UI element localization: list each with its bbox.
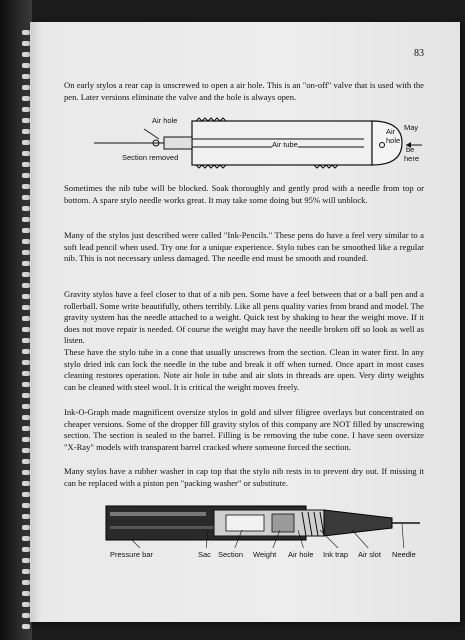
binding-ring — [22, 437, 30, 442]
binding-ring — [22, 140, 30, 145]
binding-ring — [22, 415, 30, 420]
binding-ring — [22, 349, 30, 354]
cap-air-label: Air — [386, 127, 396, 136]
binding-ring — [22, 184, 30, 189]
binding-ring — [22, 492, 30, 497]
binding-ring — [22, 481, 30, 486]
binding-ring — [22, 547, 30, 552]
paragraph-3: Many of the stylos just described were called "Ink-Pencils." These pens do have a feel very similar to a soft lead pencil when used. Try one for a unique experience. Stylo tubes can be smoothed like a regular nib. This is not necessary unless damaged. The needle end must be smooth and rounded. — [64, 230, 424, 263]
binding-ring — [22, 74, 30, 79]
here-label: here — [404, 154, 420, 163]
binding-ring — [22, 151, 30, 156]
binding-ring — [22, 52, 30, 57]
binding-ring — [22, 371, 30, 376]
binding-ring — [22, 272, 30, 277]
binding-ring — [22, 118, 30, 123]
paragraph-2: Sometimes the nib tube will be blocked. Soak thoroughly and gently prod with a needle from top or bottom. A spare stylo needle works great. It may take some doing but 95% will unblock. — [64, 183, 424, 205]
binding-ring — [22, 107, 30, 112]
cutaway-drawing — [102, 500, 427, 548]
binding-ring — [22, 360, 30, 365]
binding-ring — [22, 470, 30, 475]
binding-ring — [22, 393, 30, 398]
binding-ring — [22, 85, 30, 90]
binding-ring — [22, 602, 30, 607]
air-slot-label: Air slot — [358, 550, 381, 559]
binding-ring — [22, 327, 30, 332]
binding-ring — [22, 96, 30, 101]
binding-ring — [22, 338, 30, 343]
binding-ring — [22, 580, 30, 585]
weight-label: Weight — [253, 550, 277, 559]
section-label: Section — [218, 550, 244, 559]
binding-ring — [22, 569, 30, 574]
pressure-bar-label: Pressure bar — [110, 550, 153, 559]
binding-ring — [22, 129, 30, 134]
binding-ring — [22, 558, 30, 563]
cap-hole-label: hole — [386, 136, 401, 145]
binding-ring — [22, 404, 30, 409]
binding-ring — [22, 525, 30, 530]
paragraph-7: Many stylos have a rubber washer in cap top that the stylo nib rests in to prevent dry out. If missing it can be replaced with a piston pen "packing washer" or substitute. — [64, 466, 424, 488]
binding-ring — [22, 195, 30, 200]
binding-ring — [22, 261, 30, 266]
gravity-stylo-cutaway — [102, 500, 427, 560]
binding-ring — [22, 294, 30, 299]
paragraph-6: Ink-O-Graph made magnificent oversize stylos in gold and silver filigree overlays but concentrated on cheaper versions. Some of the dropper fill gravity stylos of this company are NOT filled by unscrewing section. The section is sealed to the barrel. Filling is be removing the tube cone. I have seen oversize "X-Ray" models with transparent barrel cracked where someone forced the section. — [64, 407, 424, 452]
stylo-cap-diagram — [64, 115, 434, 175]
binding-ring — [22, 239, 30, 244]
binding-ring — [22, 613, 30, 618]
be-label: be — [406, 145, 415, 154]
binding-ring — [22, 63, 30, 68]
binding-ring — [22, 382, 30, 387]
cap-diagram-drawing — [64, 115, 434, 175]
air-tube-label: Air tube — [272, 140, 298, 149]
section-removed-label: Section removed — [122, 153, 179, 162]
binding-ring — [22, 250, 30, 255]
binding-ring — [22, 173, 30, 178]
page-number: 83 — [414, 48, 424, 59]
binding-ring — [22, 448, 30, 453]
binding-ring — [22, 228, 30, 233]
binding-ring — [22, 217, 30, 222]
binding-ring — [22, 206, 30, 211]
binding-ring — [22, 536, 30, 541]
binding-ring — [22, 305, 30, 310]
binding-ring — [22, 283, 30, 288]
binding-ring — [22, 624, 30, 629]
binding-ring — [22, 514, 30, 519]
ink-trap-label: Ink trap — [323, 550, 349, 559]
needle-label: Needle — [392, 550, 416, 559]
binding-ring — [22, 41, 30, 46]
binding-ring — [22, 30, 30, 35]
binding-ring — [22, 459, 30, 464]
binding-ring — [22, 426, 30, 431]
sac-label: Sac — [198, 550, 211, 559]
air-hole-label-2: Air hole — [288, 550, 314, 559]
air-hole-label: Air hole — [152, 116, 178, 125]
binding-ring — [22, 316, 30, 321]
paragraph-5: These have the stylo tube in a cone that usually unscrews from the section. Clean in water first. In any stylo dried ink can lock the needle in the tube and break it off when turned. Once apart in most cases cleaning restores operation. Note air hole in tube and air slots in threads are open. Very dirty weights can be cleaned with steel wool. It is critical the weight moves freely. — [64, 347, 424, 392]
paragraph-4: Gravity stylos have a feel closer to that of a nib pen. Some have a feel between that or a ball pen and a rollerball. Some write beautifully, others terribly. Like all pens quality varies from brand and model. The gravity system has the needle attached to a weight. Quick test by shaking to hear the weight move. If it does not move repair is needed. Of course the weight may have the needle broken off so look as well as listen. — [64, 289, 424, 345]
binding-ring — [22, 503, 30, 508]
may-label: May — [404, 123, 419, 132]
binding-ring — [22, 591, 30, 596]
binding-ring — [22, 162, 30, 167]
paragraph-1: On early stylos a rear cap is unscrewed to open a air hole. This is an "on-off" valve that is used with the pen. Later versions eliminate the valve and the hole is always open. — [64, 80, 424, 102]
